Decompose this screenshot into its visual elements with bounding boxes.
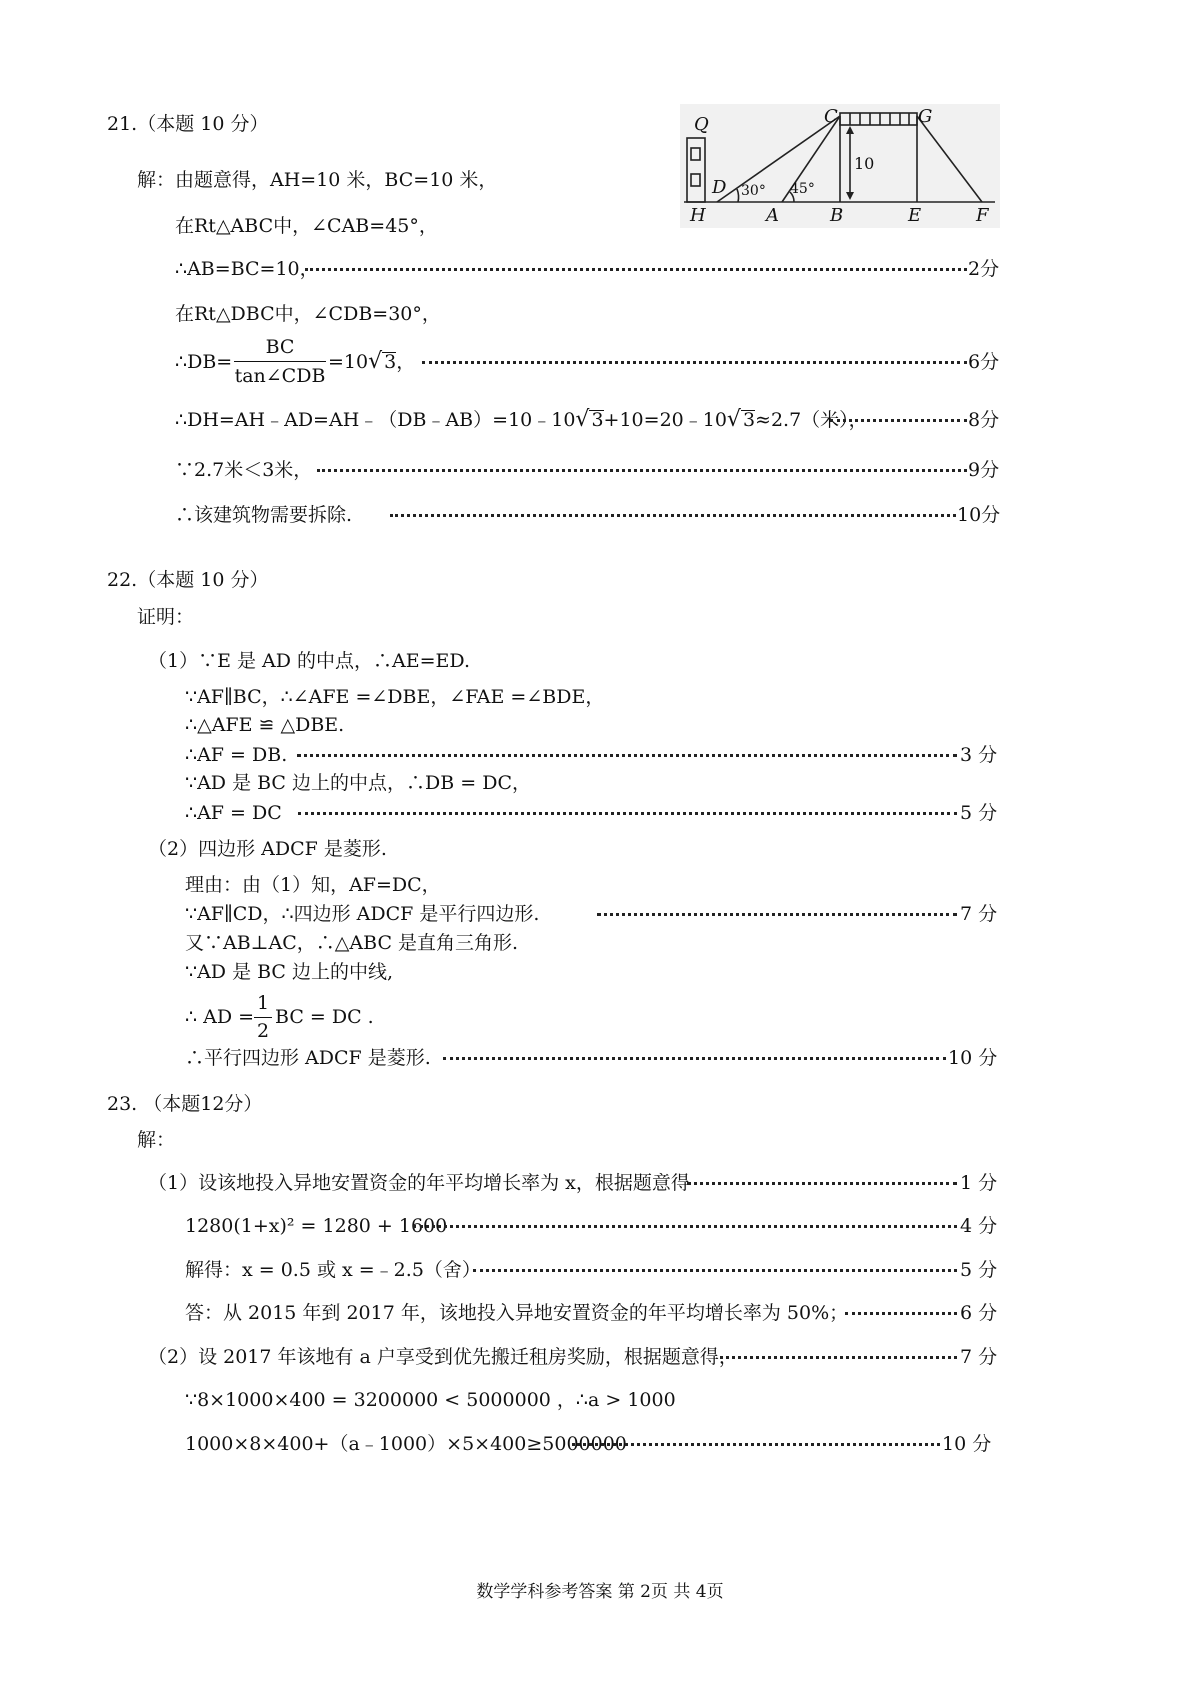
q23-part1-line-1: （1）设该地投入异地安置资金的年平均增长率为 x，根据题意得 [148,1172,690,1194]
q21-header: 21.（本题 10 分） [107,113,269,135]
q21-line-5-prefix: ∴DB= [175,351,233,373]
fraction-bar [234,361,326,362]
leader-dots [317,459,967,472]
q21-line-7: ∵2.7米＜3米， [175,459,313,481]
q22-part1-line-3: ∴△AFE ≌ △DBE. [185,714,345,736]
leader-dots [443,1047,946,1060]
q21-line-8: ∴该建筑物需要拆除. [175,504,353,526]
leader-dots [390,504,956,517]
q23-score-10: 10 分 [942,1433,992,1455]
q21-line-5-equals: =10√ 3， [328,349,416,374]
leader-dots [687,1172,957,1185]
q21-line-6: ∴DH=AH﹣AD=AH﹣（DB﹣AB）=10﹣10√ 3+10=20﹣10√ 3≈2.7（米）， [175,407,868,432]
leader-dots [720,1346,957,1359]
figure-angle-45: 45° [790,181,815,197]
q22-part1-line-5: ∵AD 是 BC 边上的中点，∴DB = DC， [185,772,531,794]
leader-dots [413,1215,957,1228]
q22-part2-line-4: 又∵AB⊥AC，∴△ABC 是直角三角形. [185,932,519,954]
q21-line-2: 在Rt△ABC中，∠CAB=45°， [175,215,438,237]
q23-intro: 解： [137,1129,176,1151]
q23-score-4: 4 分 [960,1215,998,1237]
leader-dots [305,258,967,271]
q23-part2-line-3: 1000×8×400+（a﹣1000）×5×400≥5000000 [185,1433,627,1455]
half-numerator: 1 [256,992,270,1014]
leader-dots [422,351,967,364]
half-denominator: 2 [256,1020,270,1042]
figure-label-c: C [824,106,838,127]
q22-part1-line-4: ∴AF = DB. [185,744,288,766]
leader-dots [473,1259,957,1272]
figure-label-d: D [712,177,727,198]
q21-score-6: 6分 [968,351,1000,373]
q23-part2-line-2: ∵8×1000×400 = 3200000 < 5000000 ，∴a > 1000 [185,1389,676,1411]
q22-part2-line-5: ∵AD 是 BC 边上的中线, [185,961,394,983]
q22-part1-line-2: ∵AF∥BC，∴∠AFE =∠DBE，∠FAE =∠BDE， [185,686,605,708]
q21-line-1: 解：由题意得，AH=10 米，BC=10 米， [137,169,498,191]
figure-angle-30: 30° [741,183,766,199]
q22-intro: 证明： [137,606,195,628]
q23-header: 23. （本题12分） [107,1093,263,1115]
q22-header: 22.（本题 10 分） [107,569,269,591]
figure-label-a: A [766,205,779,226]
fraction-numerator: BC [265,336,295,358]
q22-score-10: 10 分 [948,1047,998,1069]
q21-score-10: 10分 [957,504,1001,526]
q23-score-5: 5 分 [960,1259,998,1281]
q22-part2-line-3: ∵AF∥CD，∴四边形 ADCF 是平行四边形. [185,903,540,925]
q23-part1-line-3: 解得：x = 0.5 或 x =﹣2.5（舍） [185,1259,481,1281]
q22-part2-line-1: （2）四边形 ADCF 是菱形. [148,838,387,860]
q21-line-4: 在Rt△DBC中，∠CDB=30°， [175,303,441,325]
q22-part2-line-2: 理由：由（1）知，AF=DC， [185,874,441,896]
figure-height-label: 10 [854,154,875,173]
leader-dots [845,1302,957,1315]
q23-part2-line-1: （2）设 2017 年该地有 a 户享受到优先搬迁租房奖励，根据题意得， [148,1346,738,1368]
q23-score-7: 7 分 [960,1346,998,1368]
q21-score-9: 9分 [968,459,1000,481]
leader-dots [298,802,957,815]
leader-dots [297,744,957,757]
q22-part1-line-6: ∴AF = DC [185,802,282,824]
figure-label-f: F [976,205,989,226]
q21-score-2: 2分 [968,258,1000,280]
q23-score-1: 1 分 [960,1172,998,1194]
figure-label-g: G [918,106,933,127]
q23-part1-line-4: 答：从 2015 年到 2017 年，该地投入异地安置资金的年平均增长率为 50%； [185,1302,849,1324]
figure-label-b: B [830,205,844,226]
fraction-bar [254,1017,272,1018]
q22-score-7: 7 分 [960,903,998,925]
page-footer: 数学学科参考答案 第 2页 共 4页 [476,1582,724,1602]
q23-part1-line-2: 1280(1+x)² = 1280 + 1600 [185,1215,448,1237]
leader-dots [572,1433,940,1446]
q23-score-6: 6 分 [960,1302,998,1324]
q22-part1-line-1: （1）∵E 是 AD 的中点，∴AE=ED. [148,650,471,672]
q22-part2-line-7: ∴平行四边形 ADCF 是菱形. [185,1047,431,1069]
q21-score-8: 8分 [968,409,1000,431]
leader-dots [597,903,957,916]
q22-score-3: 3 分 [960,744,998,766]
q22-part2-line-6-tail: BC = DC . [275,1006,374,1028]
fraction-denominator: tan∠CDB [234,365,326,387]
figure-label-e: E [908,205,922,226]
figure-label-h: H [690,205,706,226]
q22-part2-line-6-prefix: ∴ AD = [185,1006,255,1028]
q21-line-3: ∴AB=BC=10， [175,258,319,280]
figure-label-q: Q [694,114,709,135]
leader-dots [830,409,967,422]
q22-score-5: 5 分 [960,802,998,824]
